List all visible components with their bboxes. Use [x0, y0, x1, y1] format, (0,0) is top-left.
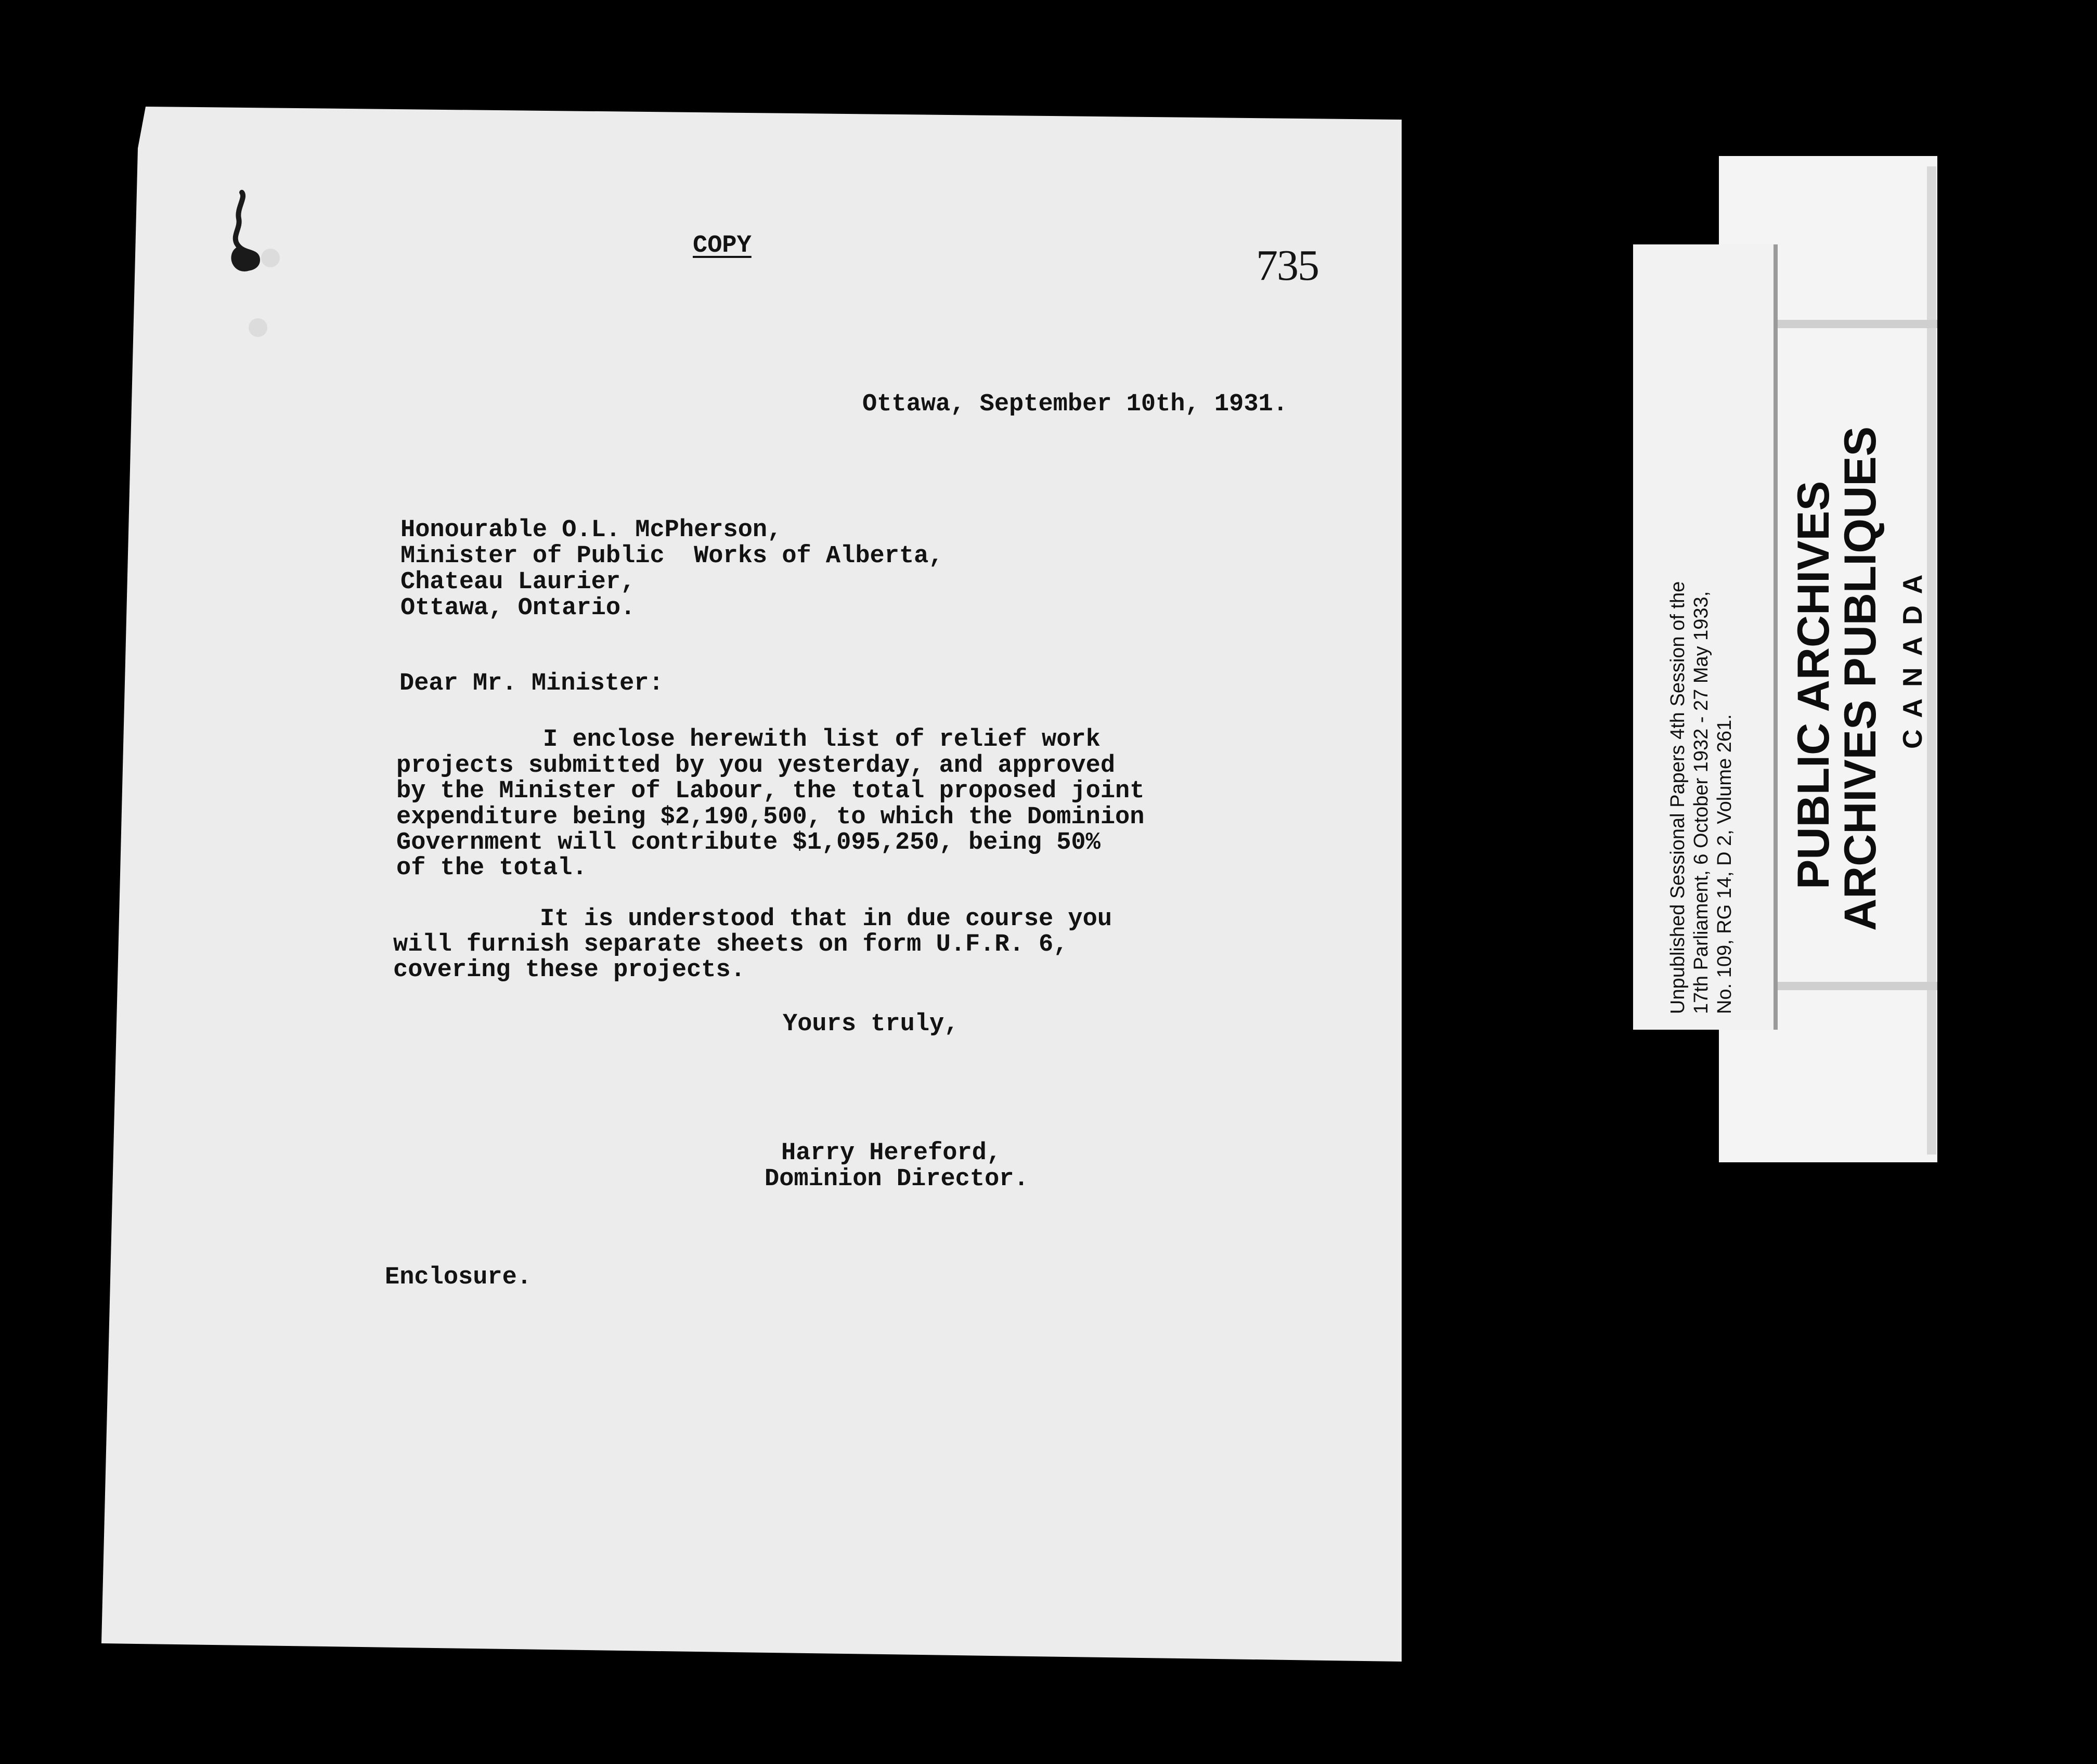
body-line: I enclose herewith list of relief work [396, 726, 1101, 754]
body-line: expenditure being $2,190,500, to which the Dominion [396, 803, 1145, 831]
body-line: of the total. [396, 854, 587, 882]
signatory-title: Dominion Director. [765, 1165, 1029, 1193]
recipient-line: Honourable O.L. McPherson, [400, 516, 782, 544]
recipient-line: Minister of Public Works of Alberta, [400, 542, 943, 570]
body-line: It is understood that in due course you [393, 905, 1112, 933]
archive-citation-line: Unpublished Sessional Papers 4th Session of the [1667, 581, 1689, 1014]
body-line: Government will contribute $1,095,250, being 50% [396, 829, 1101, 857]
punch-hole [261, 249, 280, 267]
signatory-name: Harry Hereford, [781, 1139, 1002, 1167]
archive-title-english: PUBLIC ARCHIVES [1789, 481, 1839, 889]
body-line: by the Minister of Labour, the total proposed joint [396, 777, 1145, 805]
copy-heading: COPY [693, 232, 752, 260]
salutation: Dear Mr. Minister: [399, 670, 664, 697]
letter-sheet [101, 107, 1402, 1662]
date-line: Ottawa, September 10th, 1931. [862, 391, 1288, 418]
body-line: covering these projects. [393, 956, 745, 984]
archive-citation-line: No. 109, RG 14, D 2, Volume 261. [1714, 714, 1736, 1014]
recipient-line: Chateau Laurier, [400, 568, 636, 596]
punch-hole [249, 318, 267, 337]
page-number: 735 [1256, 241, 1318, 290]
archive-citation-line: 17th Parliament, 6 October 1932 - 27 May 1933, [1690, 591, 1712, 1014]
closing: Yours truly, [783, 1010, 959, 1038]
recipient-line: Ottawa, Ontario. [400, 594, 636, 622]
archive-title-french: ARCHIVES PUBLIQUES [1835, 426, 1885, 931]
body-line: projects submitted by you yesterday, and approved [396, 752, 1116, 780]
archive-country: CANADA [1898, 563, 1928, 749]
enclosure-note: Enclosure. [385, 1264, 532, 1291]
body-line: will furnish separate sheets on form U.F.R. 6, [393, 931, 1068, 958]
